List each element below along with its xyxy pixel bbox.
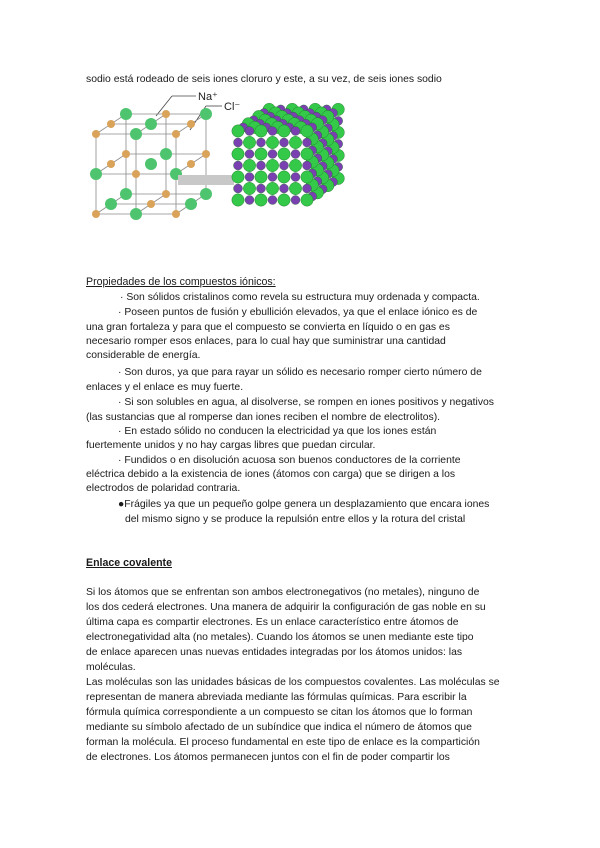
sphere xyxy=(291,150,300,159)
sphere xyxy=(301,125,313,137)
property-line: considerable de energía. xyxy=(86,350,201,361)
sphere xyxy=(280,184,289,193)
sphere xyxy=(257,184,266,193)
sphere xyxy=(245,150,254,159)
property-line: del mismo signo y se produce la repulsión entre ellos y la rotura del cristal xyxy=(125,514,466,525)
property-line: necesario romper esos enlaces, para lo cual hay que suministrar una cantidad xyxy=(86,336,446,347)
sphere xyxy=(243,136,255,148)
sphere xyxy=(266,159,278,171)
sphere xyxy=(278,171,290,183)
sphere xyxy=(257,138,266,147)
property-line: · Son duros, ya que para rayar un sólido es necesario romper cierto número de xyxy=(118,367,482,378)
sphere xyxy=(257,161,266,170)
sphere xyxy=(278,194,290,206)
sphere xyxy=(255,171,267,183)
sphere xyxy=(234,184,243,193)
sphere xyxy=(243,182,255,194)
covalent-line: Si los átomos que se enfrentan son ambos electronegativos (no metales), ninguno de xyxy=(86,587,480,598)
sphere xyxy=(291,196,300,205)
sphere xyxy=(289,136,301,148)
label-cl: Cl⁻ xyxy=(224,101,241,113)
covalent-line: última capa es compartir electrones. Es un enlace característico entre átomos de xyxy=(86,617,459,628)
covalent-line: Las moléculas son las unidades básicas de los compuestos covalentes. Las moléculas se xyxy=(86,677,500,688)
sphere xyxy=(303,161,312,170)
sphere xyxy=(301,171,313,183)
sphere xyxy=(266,182,278,194)
sphere xyxy=(243,159,255,171)
covalent-line: de enlace aparecen unas nuevas entidades integradas por los átomos unidos: las xyxy=(86,647,463,658)
space-filling-model xyxy=(232,103,345,206)
lattice-ions xyxy=(90,108,212,220)
property-line: · Fundidos o en disolución acuosa son buenos conductores de la corriente xyxy=(118,455,461,466)
covalent-line: representan de manera abreviada mediante las fórmulas químicas. Para escribir la xyxy=(86,692,467,703)
nacl-crystal-figure xyxy=(86,86,356,236)
property-line: enlaces y el enlace es muy fuerte. xyxy=(86,382,244,393)
property-line: · Poseen puntos de fusión y ebullición elevados, ya que el enlace iónico es de xyxy=(118,307,478,318)
sphere xyxy=(303,184,312,193)
intro-caption: sodio está rodeado de seis iones cloruro y este, a su vez, de seis iones sodio xyxy=(86,74,442,85)
properties-heading: Propiedades de los compuestos iónicos: xyxy=(86,276,276,288)
property-line: · En estado sólido no conducen la electricidad ya que los iones están xyxy=(118,426,437,437)
sphere xyxy=(255,148,267,160)
sphere xyxy=(232,125,244,137)
sphere xyxy=(278,125,290,137)
sphere xyxy=(278,148,290,160)
sphere xyxy=(291,127,300,136)
property-line: fuertemente unidos y no hay cargas libres que puedan circular. xyxy=(86,440,376,451)
sphere xyxy=(245,196,254,205)
sphere xyxy=(232,194,244,206)
property-line: · Son sólidos cristalinos como revela su estructura muy ordenada y compacta. xyxy=(120,292,480,303)
sphere xyxy=(255,194,267,206)
sphere xyxy=(245,127,254,136)
sphere xyxy=(280,161,289,170)
label-na: Na⁺ xyxy=(198,91,218,103)
sphere xyxy=(268,196,277,205)
property-line: electrodos de polaridad contraria. xyxy=(86,483,241,494)
sphere xyxy=(268,127,277,136)
sphere xyxy=(303,138,312,147)
nacl-figure-svg xyxy=(86,86,356,236)
property-line: (las sustancias que al romperse dan iones reciben el nombre de electrolitos). xyxy=(86,412,441,423)
covalent-line: fórmula química correspondiente a un compuesto se citan los átomos que lo forman xyxy=(86,707,473,718)
sphere xyxy=(232,171,244,183)
covalent-line: de electrones. Los átomos permanecen juntos con el fin de poder compartir los xyxy=(86,752,450,763)
sphere xyxy=(234,161,243,170)
covalent-line: los dos cederá electrones. Una manera de adquirir la configuración de gas noble en su xyxy=(86,602,486,613)
property-line: una gran fortaleza y para que el compuesto se convierta en líquido o en gas es xyxy=(86,322,450,333)
connector-bar xyxy=(178,175,234,185)
covalent-line: moléculas. xyxy=(86,662,136,673)
sphere xyxy=(301,194,313,206)
covalent-line: electronegatividad alta (no metales). Cuando los átomos se unen mediante este tipo xyxy=(86,632,474,643)
sphere xyxy=(291,173,300,182)
property-line: · Si son solubles en agua, al disolverse, se rompen en iones positivos y negativos xyxy=(118,397,495,408)
sphere xyxy=(268,150,277,159)
sphere xyxy=(280,138,289,147)
sphere xyxy=(232,148,244,160)
sphere xyxy=(234,138,243,147)
property-line: ●Frágiles ya que un pequeño golpe genera un desplazamiento que encara iones xyxy=(118,499,490,510)
sphere xyxy=(289,182,301,194)
sphere xyxy=(266,136,278,148)
property-line: eléctrica debido a la existencia de iones (átomos con carga) que se dirigen a los xyxy=(86,469,456,480)
sphere xyxy=(268,173,277,182)
covalent-heading: Enlace covalente xyxy=(86,557,172,569)
sphere xyxy=(301,148,313,160)
covalent-line: mediante su símbolo afectado de un subíndice que indica el número de átomos que xyxy=(86,722,472,733)
covalent-line: forman la molécula. El proceso fundamental en este tipo de enlace es la compartición xyxy=(86,737,480,748)
sphere xyxy=(255,125,267,137)
sphere xyxy=(245,173,254,182)
sphere xyxy=(289,159,301,171)
